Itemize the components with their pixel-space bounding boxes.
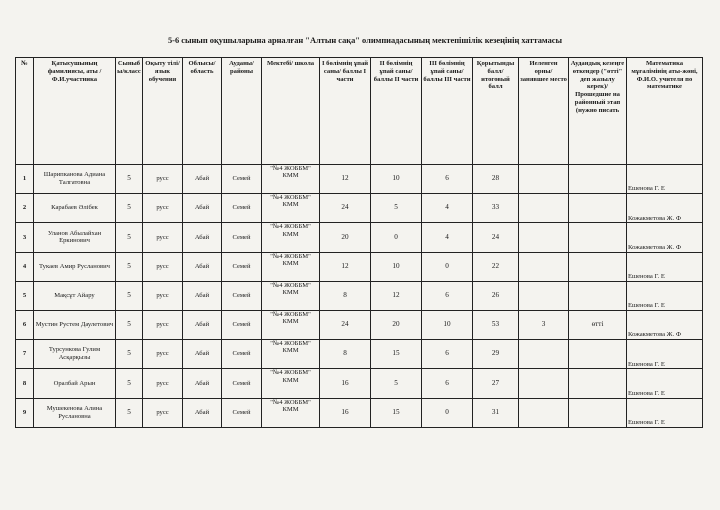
cell-total: 26 bbox=[473, 281, 519, 310]
cell-passed bbox=[569, 194, 627, 223]
cell-total: 22 bbox=[473, 252, 519, 281]
cell-region: Абай bbox=[183, 340, 222, 369]
cell-passed bbox=[569, 398, 627, 427]
cell-place bbox=[519, 194, 569, 223]
cell-p2: 5 bbox=[371, 194, 422, 223]
cell-total: 33 bbox=[473, 194, 519, 223]
column-header: Оқыту тілі/ язык обучения bbox=[143, 58, 183, 165]
column-header: Қорытынды балл/ итоговый балл bbox=[473, 58, 519, 165]
cell-place bbox=[519, 398, 569, 427]
document-title: 5-6 сынып оқушыларына арналған "Алтын сақа" олимпиадасының мектепішілік кезеңінің хаттамасы bbox=[167, 36, 563, 45]
cell-total: 24 bbox=[473, 223, 519, 252]
cell-district: Семей bbox=[222, 369, 262, 398]
cell-name: Карабаев Әлібек bbox=[34, 194, 116, 223]
cell-lang: русс bbox=[143, 252, 183, 281]
table-row bbox=[16, 340, 703, 369]
table-row bbox=[16, 281, 703, 310]
cell-p3: 6 bbox=[422, 165, 473, 194]
cell-p1: 24 bbox=[320, 194, 371, 223]
cell-place bbox=[519, 281, 569, 310]
cell-teacher: Кожакметова Ж. Ф bbox=[627, 310, 703, 339]
cell-place bbox=[519, 369, 569, 398]
cell-name: Турсункова Гулим Асқарқызы bbox=[34, 340, 116, 369]
cell-name: Мустин Рустем Даулетович bbox=[34, 310, 116, 339]
cell-p1: 20 bbox=[320, 223, 371, 252]
cell-grade: 5 bbox=[116, 252, 143, 281]
cell-p2: 10 bbox=[371, 252, 422, 281]
cell-teacher: Ешенова Г. Е bbox=[627, 398, 703, 427]
cell-num: 9 bbox=[16, 398, 34, 427]
cell-place bbox=[519, 252, 569, 281]
cell-teacher: Ешенова Г. Е bbox=[627, 252, 703, 281]
table-row bbox=[16, 194, 703, 223]
cell-teacher: Ешенова Г. Е bbox=[627, 281, 703, 310]
cell-place bbox=[519, 223, 569, 252]
table-row bbox=[16, 369, 703, 398]
cell-total: 29 bbox=[473, 340, 519, 369]
cell-grade: 5 bbox=[116, 340, 143, 369]
cell-name: Мақсұт Айару bbox=[34, 281, 116, 310]
cell-district: Семей bbox=[222, 223, 262, 252]
cell-name: Оралбай Арын bbox=[34, 369, 116, 398]
cell-name: Тукаев Амир Русланович bbox=[34, 252, 116, 281]
cell-grade: 5 bbox=[116, 194, 143, 223]
cell-num: 3 bbox=[16, 223, 34, 252]
cell-district: Семей bbox=[222, 310, 262, 339]
cell-place bbox=[519, 340, 569, 369]
cell-school: "№4 ЖОББМ" КММ bbox=[262, 398, 320, 427]
cell-p3: 10 bbox=[422, 310, 473, 339]
cell-grade: 5 bbox=[116, 165, 143, 194]
cell-p2: 0 bbox=[371, 223, 422, 252]
cell-p1: 16 bbox=[320, 369, 371, 398]
cell-district: Семей bbox=[222, 281, 262, 310]
column-header: II бөлімнің ұпай саны/ баллы II части bbox=[371, 58, 422, 165]
table-row bbox=[16, 310, 703, 339]
cell-region: Абай bbox=[183, 223, 222, 252]
cell-num: 8 bbox=[16, 369, 34, 398]
cell-num: 5 bbox=[16, 281, 34, 310]
column-header: Математика мұғалімінің аты-жөні, Ф.И.О. учителя по математике bbox=[627, 58, 703, 165]
table-row bbox=[16, 398, 703, 427]
cell-grade: 5 bbox=[116, 310, 143, 339]
cell-name: Мушекенова Алина Руслановна bbox=[34, 398, 116, 427]
cell-lang: русс bbox=[143, 369, 183, 398]
cell-district: Семей bbox=[222, 398, 262, 427]
cell-school: "№4 ЖОББМ" КММ bbox=[262, 340, 320, 369]
cell-place: 3 bbox=[519, 310, 569, 339]
cell-school: "№4 ЖОББМ" КММ bbox=[262, 194, 320, 223]
cell-p3: 6 bbox=[422, 369, 473, 398]
cell-passed: өтті bbox=[569, 310, 627, 339]
results-table bbox=[15, 57, 703, 428]
cell-lang: русс bbox=[143, 281, 183, 310]
cell-total: 27 bbox=[473, 369, 519, 398]
column-header: I бөлімнің ұпай саны/ баллы I части bbox=[320, 58, 371, 165]
cell-lang: русс bbox=[143, 310, 183, 339]
cell-region: Абай bbox=[183, 165, 222, 194]
cell-region: Абай bbox=[183, 398, 222, 427]
cell-grade: 5 bbox=[116, 369, 143, 398]
cell-p1: 8 bbox=[320, 340, 371, 369]
cell-p2: 20 bbox=[371, 310, 422, 339]
cell-school: "№4 ЖОББМ" КММ bbox=[262, 281, 320, 310]
cell-teacher: Ешенова Г. Е bbox=[627, 369, 703, 398]
cell-teacher: Ешенова Г. Е bbox=[627, 165, 703, 194]
cell-lang: русс bbox=[143, 340, 183, 369]
cell-school: "№4 ЖОББМ" КММ bbox=[262, 165, 320, 194]
cell-district: Семей bbox=[222, 252, 262, 281]
cell-p3: 0 bbox=[422, 398, 473, 427]
cell-name: Шарипканова Адиана Талгатовна bbox=[34, 165, 116, 194]
cell-p3: 0 bbox=[422, 252, 473, 281]
cell-total: 31 bbox=[473, 398, 519, 427]
table-row bbox=[16, 165, 703, 194]
cell-name: Уланов Абылайхан Еркинович bbox=[34, 223, 116, 252]
cell-lang: русс bbox=[143, 194, 183, 223]
cell-p3: 4 bbox=[422, 223, 473, 252]
column-header: Иеленген орны/ занявшее место bbox=[519, 58, 569, 165]
cell-school: "№4 ЖОББМ" КММ bbox=[262, 310, 320, 339]
cell-region: Абай bbox=[183, 252, 222, 281]
column-header: Қатысушының фамилиясы, аты /Ф.И.участника bbox=[34, 58, 116, 165]
cell-num: 2 bbox=[16, 194, 34, 223]
cell-district: Семей bbox=[222, 340, 262, 369]
cell-passed bbox=[569, 165, 627, 194]
column-header: III бөлімнің ұпай саны/ баллы III части bbox=[422, 58, 473, 165]
cell-passed bbox=[569, 223, 627, 252]
cell-teacher: Ешенова Г. Е bbox=[627, 340, 703, 369]
cell-place bbox=[519, 165, 569, 194]
cell-p3: 6 bbox=[422, 340, 473, 369]
cell-p2: 5 bbox=[371, 369, 422, 398]
column-header: Сыныб ы/класс bbox=[116, 58, 143, 165]
column-header: № bbox=[16, 58, 34, 165]
table-row bbox=[16, 223, 703, 252]
cell-p3: 6 bbox=[422, 281, 473, 310]
cell-district: Семей bbox=[222, 194, 262, 223]
cell-lang: русс bbox=[143, 398, 183, 427]
cell-grade: 5 bbox=[116, 281, 143, 310]
column-header: Ауданы/ районы bbox=[222, 58, 262, 165]
cell-passed bbox=[569, 252, 627, 281]
cell-num: 1 bbox=[16, 165, 34, 194]
cell-school: "№4 ЖОББМ" КММ bbox=[262, 223, 320, 252]
cell-school: "№4 ЖОББМ" КММ bbox=[262, 369, 320, 398]
cell-p1: 12 bbox=[320, 252, 371, 281]
cell-total: 53 bbox=[473, 310, 519, 339]
cell-p3: 4 bbox=[422, 194, 473, 223]
cell-region: Абай bbox=[183, 194, 222, 223]
cell-district: Семей bbox=[222, 165, 262, 194]
cell-grade: 5 bbox=[116, 398, 143, 427]
table-row bbox=[16, 252, 703, 281]
cell-region: Абай bbox=[183, 369, 222, 398]
cell-p1: 16 bbox=[320, 398, 371, 427]
cell-p1: 8 bbox=[320, 281, 371, 310]
cell-teacher: Кожакметова Ж. Ф bbox=[627, 223, 703, 252]
cell-lang: русс bbox=[143, 223, 183, 252]
cell-grade: 5 bbox=[116, 223, 143, 252]
cell-num: 4 bbox=[16, 252, 34, 281]
column-header: Облысы/ область bbox=[183, 58, 222, 165]
cell-num: 7 bbox=[16, 340, 34, 369]
cell-passed bbox=[569, 281, 627, 310]
cell-num: 6 bbox=[16, 310, 34, 339]
column-header: Аудандық кезеңге өткендер ("өтті" деп жазылу керек)/ Прошедшие на районный этап (нужно писать bbox=[569, 58, 627, 165]
cell-lang: русс bbox=[143, 165, 183, 194]
cell-teacher: Кожакметова Ж. Ф bbox=[627, 194, 703, 223]
cell-p2: 15 bbox=[371, 340, 422, 369]
cell-p2: 15 bbox=[371, 398, 422, 427]
cell-region: Абай bbox=[183, 310, 222, 339]
header-row bbox=[16, 58, 703, 165]
column-header: Мектебі/ школа bbox=[262, 58, 320, 165]
cell-region: Абай bbox=[183, 281, 222, 310]
cell-passed bbox=[569, 340, 627, 369]
cell-p1: 24 bbox=[320, 310, 371, 339]
cell-total: 28 bbox=[473, 165, 519, 194]
cell-p2: 10 bbox=[371, 165, 422, 194]
cell-school: "№4 ЖОББМ" КММ bbox=[262, 252, 320, 281]
cell-passed bbox=[569, 369, 627, 398]
cell-p1: 12 bbox=[320, 165, 371, 194]
cell-p2: 12 bbox=[371, 281, 422, 310]
